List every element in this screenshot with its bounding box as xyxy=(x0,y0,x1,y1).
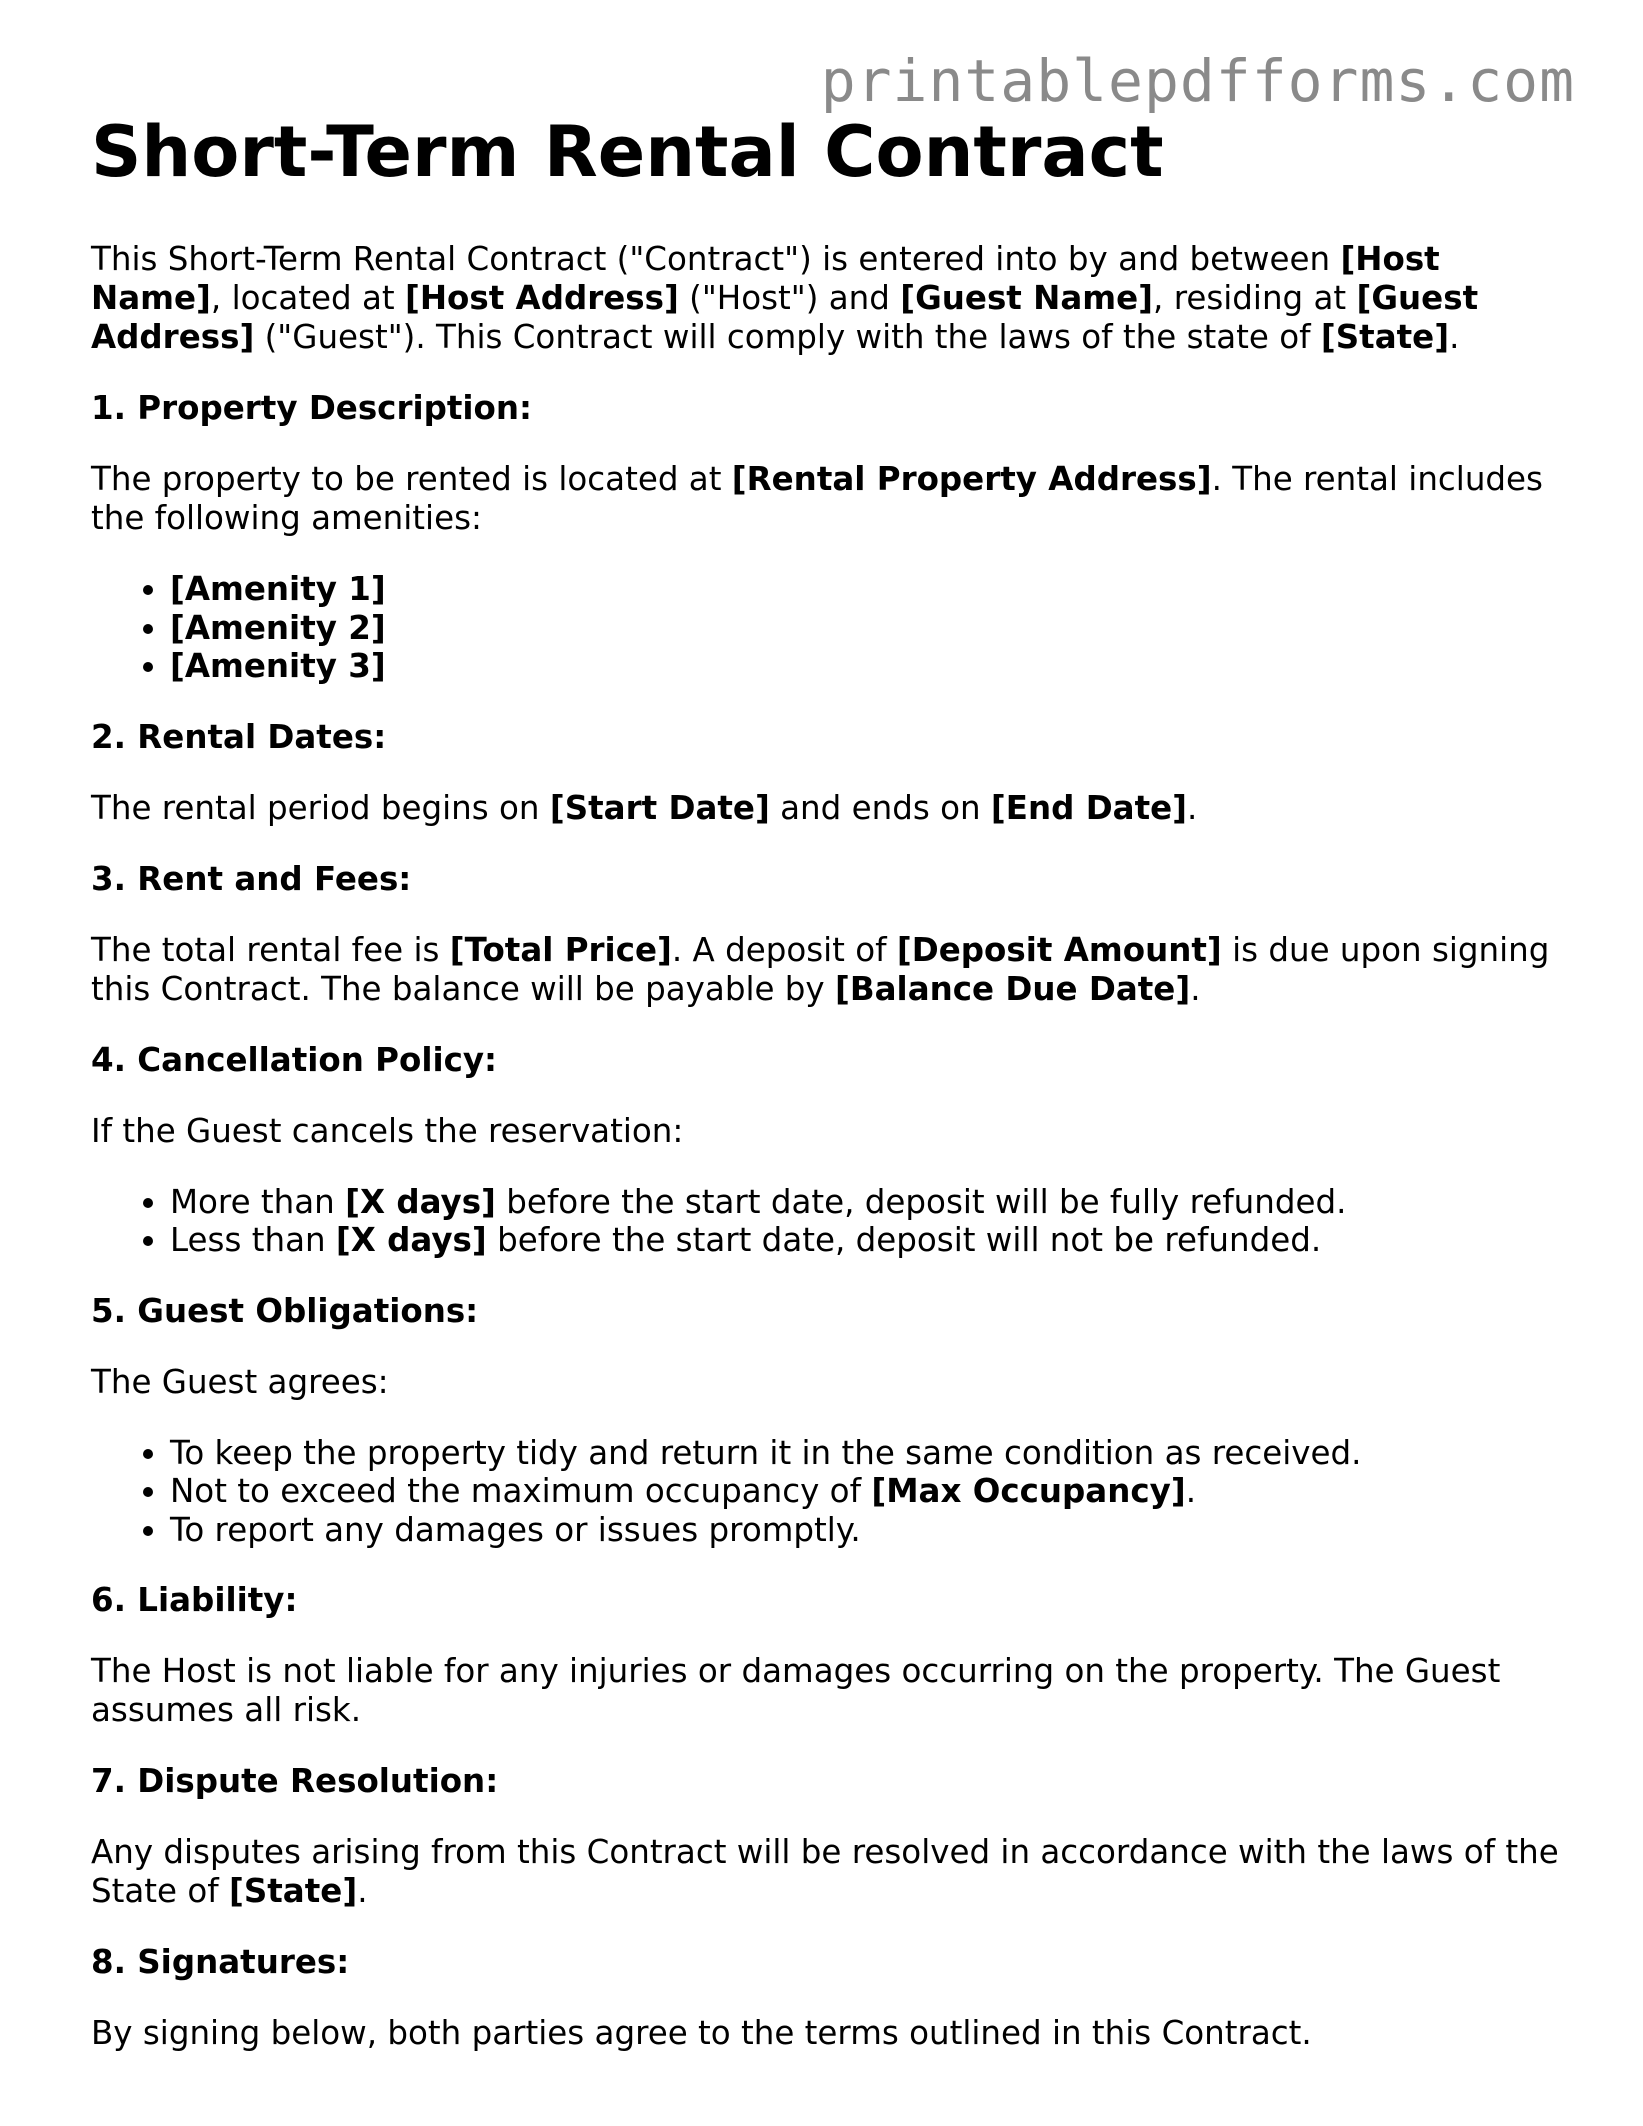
watermark: printablepdfforms.com xyxy=(820,47,1575,115)
deposit-amount-placeholder: [Deposit Amount] xyxy=(896,930,1222,969)
obligation-text-post: . xyxy=(1185,1472,1197,1510)
section-heading-property: 1. Property Description: xyxy=(91,389,533,427)
dispute-text-2: . xyxy=(357,1872,368,1910)
amenities-list xyxy=(91,570,1571,686)
rent-text-1: The total rental fee is xyxy=(91,930,450,969)
balance-due-date-placeholder: [Balance Due Date] xyxy=(835,969,1191,1008)
days-placeholder: [X days] xyxy=(345,1182,496,1221)
max-occupancy-placeholder: [Max Occupancy] xyxy=(871,1472,1186,1510)
state-placeholder: [State] xyxy=(229,1872,358,1910)
total-price-placeholder: [Total Price] xyxy=(449,930,672,969)
intro-text-6: . xyxy=(1449,318,1460,356)
dates-text-1: The rental period begins on xyxy=(91,788,550,827)
intro-text-4: , residing at xyxy=(1153,279,1357,317)
rent-paragraph xyxy=(91,931,1571,1009)
rent-text-4: . xyxy=(1190,969,1201,1008)
cancellation-intro: If the Guest cancels the reservation: xyxy=(91,1111,684,1150)
host-name-placeholder: [Host Name] xyxy=(91,240,1440,317)
section-heading-liability: 6. Liability: xyxy=(91,1581,298,1619)
guest-name-placeholder: [Guest Name] xyxy=(900,279,1154,317)
document-page xyxy=(91,108,1571,2085)
amenity-placeholder: [Amenity 1] xyxy=(170,570,386,608)
property-text-2: . The rental includes the following amenities: xyxy=(91,460,1543,537)
intro-text-1: This Short-Term Rental Contract ("Contract") is entered into by and between xyxy=(91,240,1341,278)
cancellation-item-post: before the start date, deposit will not be refunded. xyxy=(486,1221,1322,1259)
property-paragraph xyxy=(91,460,1571,538)
section-heading-signatures: 8. Signatures: xyxy=(91,1943,350,1981)
days-placeholder: [X days] xyxy=(335,1221,487,1259)
section-heading-cancellation: 4. Cancellation Policy: xyxy=(91,1040,498,1079)
host-address-placeholder: [Host Address] xyxy=(404,279,679,317)
guest-address-placeholder: [Guest Address] xyxy=(91,279,1479,356)
list-item xyxy=(170,647,1571,686)
obligations-list xyxy=(91,1434,1571,1550)
list-item xyxy=(170,1472,1571,1511)
amenity-placeholder: [Amenity 2] xyxy=(170,608,386,647)
intro-paragraph xyxy=(91,240,1571,357)
dates-text-2: and ends on xyxy=(769,788,991,827)
list-item: • To keep the property tidy and return it in the same condition as received. xyxy=(170,1434,1571,1473)
cancellation-list xyxy=(91,1183,1571,1260)
section-heading-obligations: 5. Guest Obligations: xyxy=(91,1291,479,1330)
rent-text-3: is due upon signing this Contract. The balance will be payable by xyxy=(91,930,1550,1008)
property-text-1: The property to be rented is located at xyxy=(91,460,732,498)
rent-text-2: . A deposit of xyxy=(671,930,897,969)
list-item xyxy=(170,1183,1571,1222)
intro-text-2: , located at xyxy=(210,279,405,317)
cancellation-item-pre: More than xyxy=(170,1182,346,1221)
dates-text-3: . xyxy=(1187,788,1198,827)
cancellation-item-pre: Less than xyxy=(170,1221,336,1259)
section-heading-rent: 3. Rent and Fees: xyxy=(91,859,412,898)
cancellation-item-post: before the start date, deposit will be fully refunded. xyxy=(495,1182,1347,1221)
dates-paragraph xyxy=(91,789,1571,828)
page-title: Short-Term Rental Contract xyxy=(91,111,1164,193)
list-item: • To report any damages or issues promptly. xyxy=(170,1511,1571,1550)
obligations-intro: The Guest agrees: xyxy=(91,1362,389,1401)
list-item xyxy=(170,570,1571,609)
signatures-paragraph: By signing below, both parties agree to the terms outlined in this Contract. xyxy=(91,2014,1312,2052)
intro-text-3: ("Host") and xyxy=(678,279,901,317)
list-item xyxy=(170,1221,1571,1260)
rental-address-placeholder: [Rental Property Address] xyxy=(731,460,1212,498)
liability-paragraph: The Host is not liable for any injuries or damages occurring on the property. The Guest assumes all risk. xyxy=(91,1652,1501,1729)
start-date-placeholder: [Start Date] xyxy=(549,788,770,827)
obligation-text-pre: Not to exceed the maximum occupancy of xyxy=(170,1472,872,1510)
dispute-text-1: Any disputes arising from this Contract will be resolved in accordance with the laws of the State of xyxy=(91,1833,1559,1910)
list-item xyxy=(170,609,1571,648)
intro-text-5: ("Guest"). This Contract will comply with the laws of the state of xyxy=(254,318,1321,356)
section-heading-dispute: 7. Dispute Resolution: xyxy=(91,1762,499,1800)
dispute-paragraph xyxy=(91,1833,1571,1911)
state-placeholder: [State] xyxy=(1320,318,1450,356)
section-heading-dates: 2. Rental Dates: xyxy=(91,717,387,756)
end-date-placeholder: [End Date] xyxy=(990,788,1188,827)
amenity-placeholder: [Amenity 3] xyxy=(170,647,386,685)
